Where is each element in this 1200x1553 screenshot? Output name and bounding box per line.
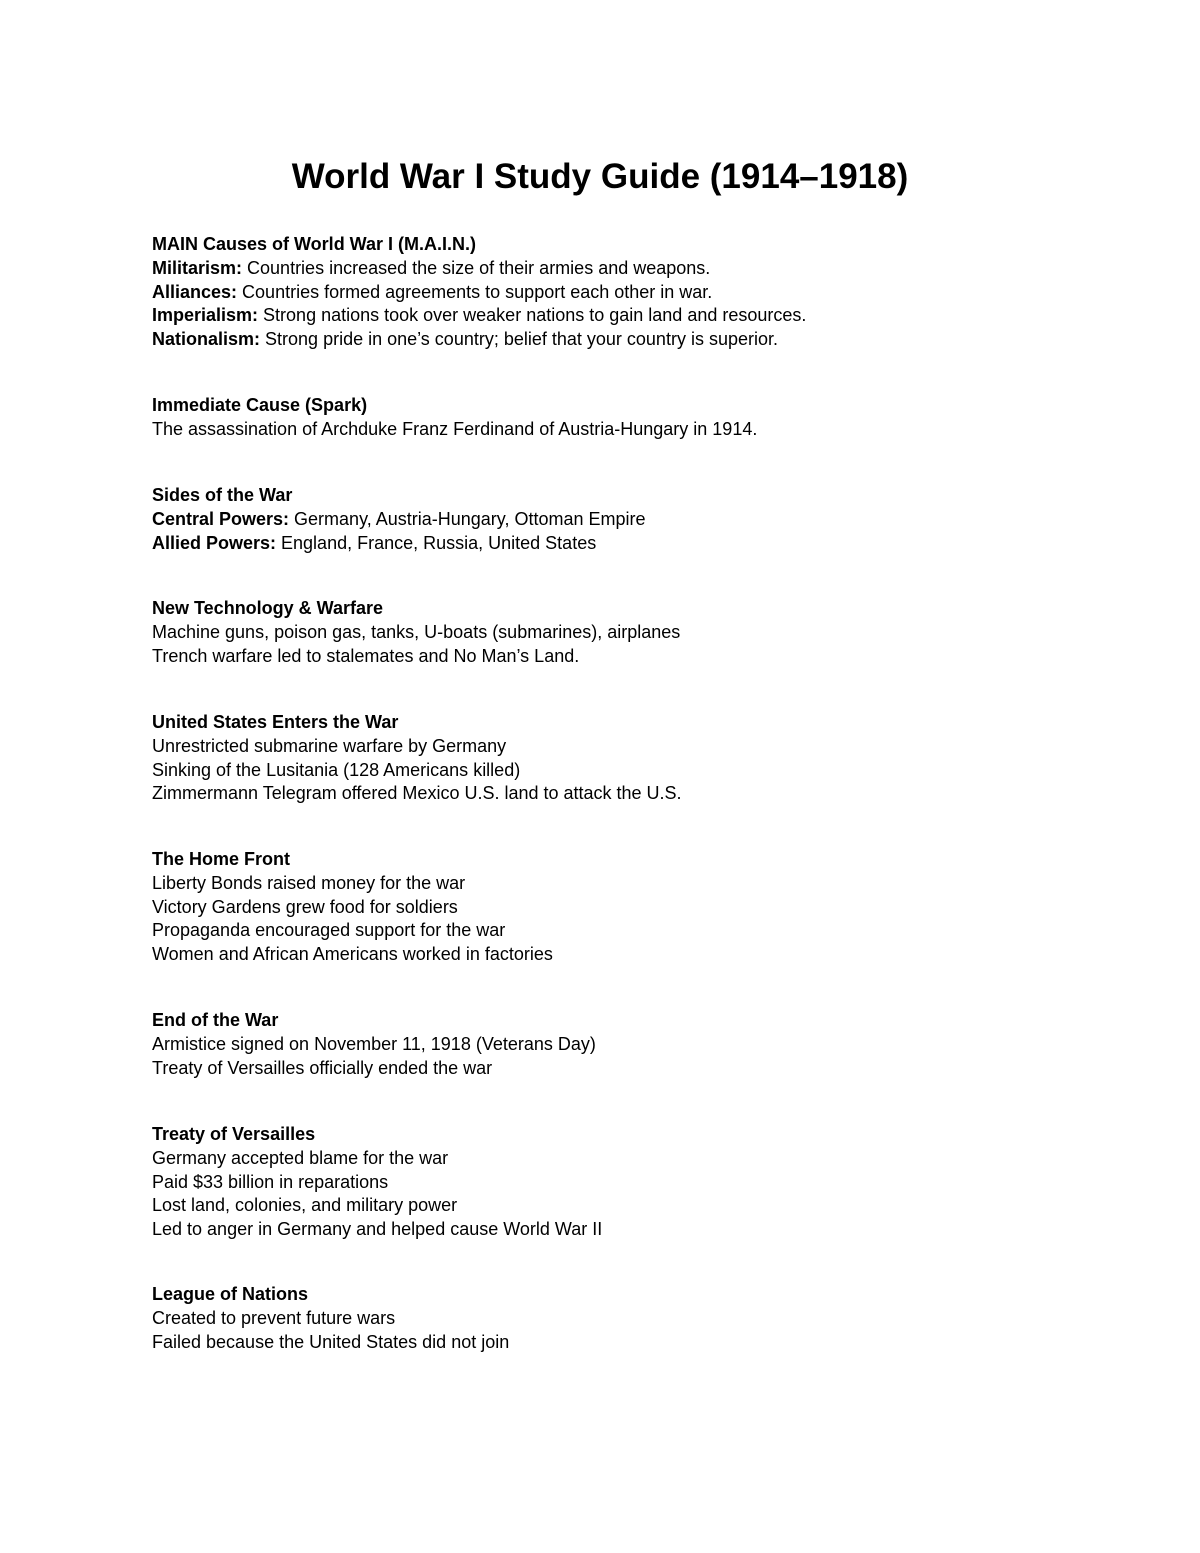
section-line: Zimmermann Telegram offered Mexico U.S. land to attack the U.S. xyxy=(152,783,682,804)
term-label: Imperialism: xyxy=(152,305,259,326)
section-line: Women and African Americans worked in factories xyxy=(152,944,553,965)
term-label: Central Powers: xyxy=(152,508,290,529)
section-line: Sinking of the Lusitania (128 Americans killed) xyxy=(152,759,521,780)
section-line: Machine guns, poison gas, tanks, U-boats (submarines), airplanes xyxy=(152,621,681,642)
section-end-of-war xyxy=(152,1009,1132,1080)
section-line: Lost land, colonies, and military power xyxy=(152,1195,458,1216)
page-title: World War I Study Guide (1914–1918) xyxy=(291,157,909,196)
term-definition: Countries increased the size of their armies and weapons. xyxy=(242,257,711,278)
term-definition: Strong nations took over weaker nations to gain land and resources. xyxy=(258,305,807,326)
section-heading: MAIN Causes of World War I (M.A.I.N.) xyxy=(152,234,477,254)
section-heading: Treaty of Versailles xyxy=(152,1124,316,1144)
section-immediate-cause xyxy=(152,394,1132,442)
term-definition: Countries formed agreements to support each other in war. xyxy=(237,281,713,302)
side-allied-powers xyxy=(152,532,1132,556)
section-main-causes xyxy=(152,233,1132,352)
section-us-enters xyxy=(152,711,1132,806)
section-heading: United States Enters the War xyxy=(152,712,399,732)
section-treaty-versailles xyxy=(152,1123,1132,1242)
section-line: Paid $33 billion in reparations xyxy=(152,1171,389,1192)
section-line: Germany accepted blame for the war xyxy=(152,1147,449,1168)
section-home-front xyxy=(152,848,1132,967)
term-definition: Strong pride in one’s country; belief that your country is superior. xyxy=(260,329,778,350)
side-central-powers xyxy=(152,508,1132,532)
term-label: Alliances: xyxy=(152,281,238,302)
section-sides xyxy=(152,484,1132,555)
section-line: The assassination of Archduke Franz Ferdinand of Austria-Hungary in 1914. xyxy=(152,418,758,439)
cause-militarism xyxy=(152,257,1132,281)
cause-imperialism xyxy=(152,304,1132,328)
section-line: Created to prevent future wars xyxy=(152,1307,396,1328)
term-definition: Germany, Austria-Hungary, Ottoman Empire xyxy=(289,508,646,529)
section-heading: League of Nations xyxy=(152,1284,309,1304)
section-technology xyxy=(152,597,1132,668)
section-line: Armistice signed on November 11, 1918 (Veterans Day) xyxy=(152,1033,596,1054)
section-line: Led to anger in Germany and helped cause World War II xyxy=(152,1219,603,1240)
section-line: Treaty of Versailles officially ended the war xyxy=(152,1057,493,1078)
term-label: Militarism: xyxy=(152,257,243,278)
section-line: Liberty Bonds raised money for the war xyxy=(152,872,466,893)
term-label: Allied Powers: xyxy=(152,532,277,553)
section-heading: The Home Front xyxy=(152,849,290,869)
section-heading: Sides of the War xyxy=(152,485,293,505)
section-line: Victory Gardens grew food for soldiers xyxy=(152,896,458,917)
section-line: Failed because the United States did not join xyxy=(152,1331,510,1352)
section-heading: Immediate Cause (Spark) xyxy=(152,395,368,415)
section-line: Propaganda encouraged support for the war xyxy=(152,920,506,941)
section-line: Trench warfare led to stalemates and No Man’s Land. xyxy=(152,645,580,666)
cause-nationalism xyxy=(152,328,1132,352)
section-heading: New Technology & Warfare xyxy=(152,598,384,618)
term-label: Nationalism: xyxy=(152,329,261,350)
cause-alliances xyxy=(152,281,1132,305)
section-league-of-nations xyxy=(152,1283,1132,1354)
term-definition: England, France, Russia, United States xyxy=(276,532,597,553)
section-heading: End of the War xyxy=(152,1010,279,1030)
section-line: Unrestricted submarine warfare by Germany xyxy=(152,735,507,756)
